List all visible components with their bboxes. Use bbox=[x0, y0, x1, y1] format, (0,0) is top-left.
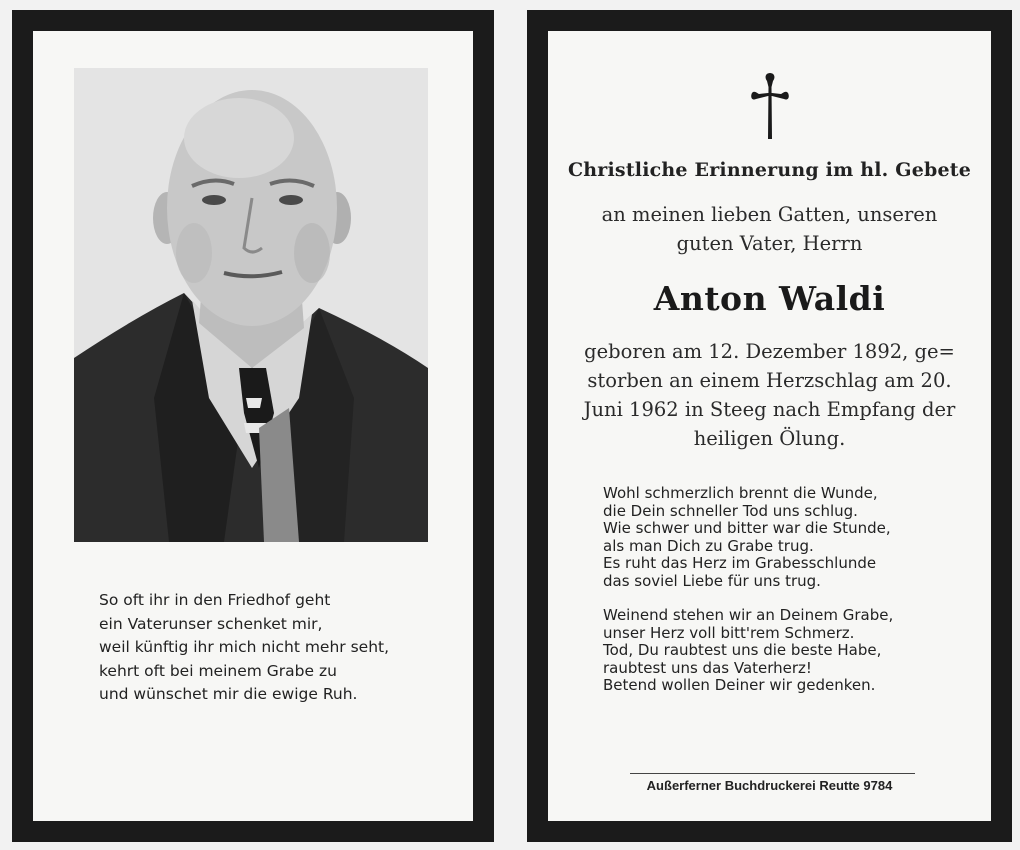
right-card-paper bbox=[548, 31, 991, 821]
poem-line: So oft ihr in den Friedhof geht bbox=[99, 591, 331, 609]
printer-imprint: Außerferner Buchdruckerei Reutte 9784 bbox=[646, 778, 893, 793]
dates-line: storben an einem Herzschlag am 20. bbox=[587, 369, 952, 392]
deceased-name: Anton Waldi bbox=[653, 279, 886, 318]
verse-line: Betend wollen Deiner wir gedenken. bbox=[603, 676, 876, 694]
right-card bbox=[527, 10, 1012, 842]
verse-line: Tod, Du raubtest uns die beste Habe, bbox=[603, 641, 882, 659]
dates-line: heiligen Ölung. bbox=[693, 427, 846, 450]
portrait-photo bbox=[74, 68, 428, 542]
dates-line: Juni 1962 in Steeg nach Empfang der bbox=[583, 398, 956, 421]
verse-line: raubtest uns das Vaterherz! bbox=[603, 658, 812, 677]
cross-icon bbox=[748, 69, 792, 141]
dedication-line: an meinen lieben Gatten, unseren bbox=[601, 203, 938, 226]
stanza-gap bbox=[603, 590, 983, 607]
memorial-poem-left bbox=[99, 589, 429, 707]
printer-divider bbox=[630, 773, 915, 774]
verse-line: als man Dich zu Grabe trug. bbox=[603, 536, 814, 555]
poem-line: ein Vaterunser schenket mir, bbox=[99, 614, 323, 633]
verse-line: Es ruht das Herz im Grabesschlunde bbox=[603, 554, 877, 572]
dates-line: geboren am 12. Dezember 1892, ge= bbox=[584, 340, 955, 363]
verse-line: die Dein schneller Tod uns schlug. bbox=[603, 501, 858, 520]
poem-line: und wünschet mir die ewige Ruh. bbox=[99, 685, 358, 703]
left-card-paper bbox=[33, 31, 473, 821]
cross-container bbox=[548, 69, 991, 141]
poem-line: kehrt oft bei meinem Grabe zu bbox=[99, 661, 337, 680]
left-card bbox=[12, 10, 494, 842]
verse-line: Weinend stehen wir an Deinem Grabe, bbox=[603, 606, 894, 624]
memorial-heading: Christliche Erinnerung im hl. Gebete bbox=[567, 159, 972, 181]
verse-line: das soviel Liebe für uns trug. bbox=[603, 571, 821, 590]
poem-line: weil künftig ihr mich nicht mehr seht, bbox=[99, 638, 390, 656]
verse-line: Wohl schmerzlich brennt die Wunde, bbox=[603, 484, 878, 502]
memorial-verse bbox=[603, 485, 983, 695]
dedication-line: guten Vater, Herrn bbox=[676, 232, 863, 255]
verse-line: unser Herz voll bitt'rem Schmerz. bbox=[603, 623, 855, 642]
verse-line: Wie schwer und bitter war die Stunde, bbox=[603, 519, 891, 537]
portrait-illustration bbox=[74, 68, 428, 542]
dedication-text bbox=[578, 200, 961, 258]
life-dates-text bbox=[568, 337, 971, 453]
